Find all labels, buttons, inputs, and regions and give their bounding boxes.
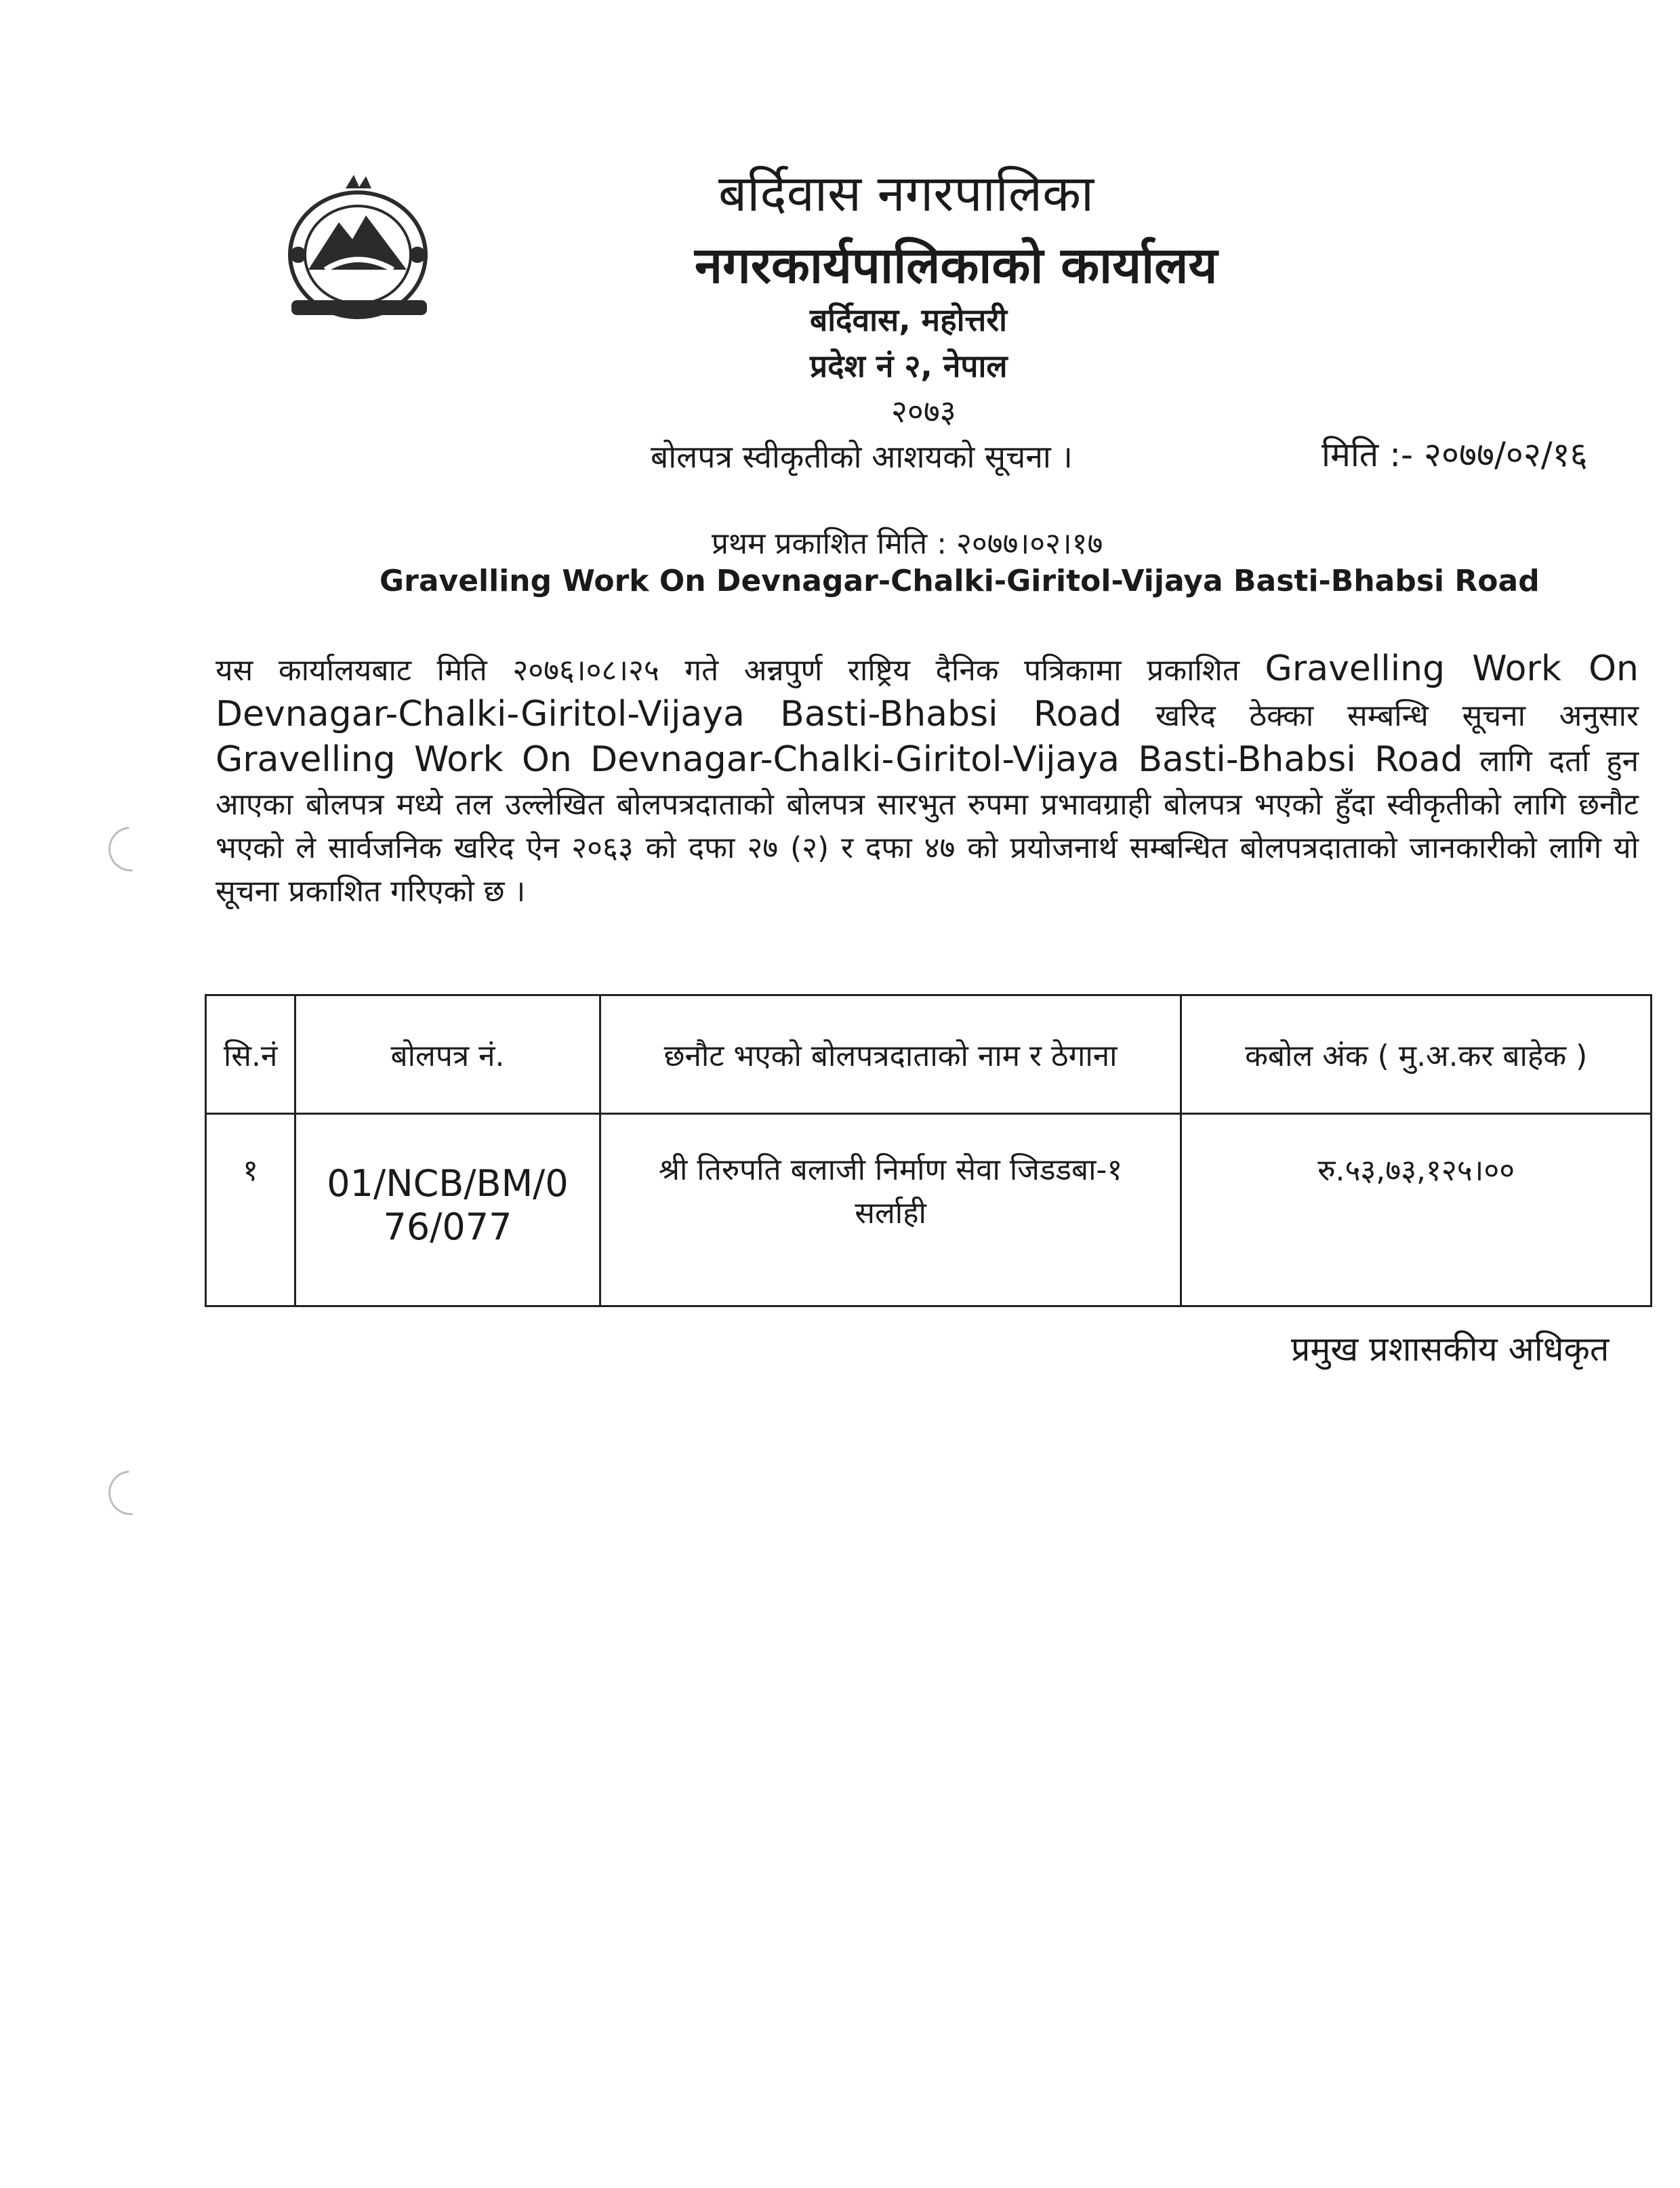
- body-project-name-2: Gravelling Work On Devnagar-Chalki-Giritol-Vijaya Basti-Bhabsi Road: [216, 739, 1463, 780]
- office-name: नगरकार्यपालिकाको कार्यालय: [695, 236, 1218, 295]
- first-published-date: प्रथम प्रकाशित मिति : २०७७।०२।१७: [712, 527, 1103, 561]
- punch-hole-mark: [100, 1462, 163, 1525]
- nepal-government-emblem-icon: [278, 175, 441, 327]
- body-project-name-1: Gravelling Work On Devnagar-Chalki-Giritol-Vijaya Basti-Bhabsi Road: [216, 648, 1639, 735]
- signatory-title: प्रमुख प्रशासकीय अधिकृत: [1291, 1329, 1610, 1369]
- cell-bidder: श्री तिरुपति बलाजी निर्माण सेवा जिडडबा-१ सर्लाही: [600, 1114, 1181, 1306]
- header-bidder: छनौट भएको बोलपत्रदाताको नाम र ठेगाना: [600, 995, 1181, 1114]
- body-text-part3: लागि दर्ता हुन आएका बोलपत्र मध्ये तल उल्लेखित बोलपत्रदाताको बोलपत्र सारभुत रुपमा प्रभावग्राही बोलपत्र भएको हुँदा स्वीकृतीको लागि छनौट भएको ले सार्वजनिक खरिद ऐन २०६३ को दफा २७ (२) र दफा ४७ को प्रयोजनार्थ सम्बन्धित बोलपत्रदाताको जानकारीको लागि यो सूचना प्रकाशित गरिएको छ ।: [216, 744, 1639, 909]
- body-text-part2: खरिद ठेक्का सम्बन्धि सूचना अनुसार: [1155, 699, 1639, 733]
- org-name: बर्दिवास नगरपालिका: [718, 165, 1094, 223]
- body-text-part1: यस कार्यालयबाट मिति २०७६।०८।२५ गते अन्नपुर्ण राष्ट्रिय दैनिक पत्रिकामा प्रकाशित: [216, 653, 1239, 688]
- award-table: [205, 994, 1652, 1307]
- notice-body: [216, 647, 1639, 913]
- table-header-row: [206, 995, 1652, 1114]
- punch-hole-mark: [100, 818, 163, 881]
- established-year: २०७३: [891, 393, 956, 430]
- province: प्रदेश नं २, नेपाल: [810, 348, 1008, 384]
- notice-title: बोलपत्र स्वीकृतीको आशयको सूचना ।: [651, 438, 1073, 475]
- notice-date: मिति :- २०७७/०२/१६: [1322, 435, 1588, 474]
- cell-serial: १: [206, 1114, 295, 1306]
- header-amount: कबोल अंक ( मु.अ.कर बाहेक ): [1181, 995, 1652, 1114]
- cell-bid-number: 01/NCB/BM/076/077: [295, 1114, 600, 1306]
- header-bid-number: बोलपत्र नं.: [295, 995, 600, 1114]
- project-title: Gravelling Work On Devnagar-Chalki-Giritol-Vijaya Basti-Bhabsi Road: [380, 564, 1540, 598]
- cell-amount: रु.५३,७३,१२५।००: [1181, 1114, 1652, 1306]
- table-row: [206, 1114, 1652, 1306]
- office-address: बर्दिवास, महोत्तरी: [810, 302, 1008, 338]
- header-serial: सि.नं: [206, 995, 295, 1114]
